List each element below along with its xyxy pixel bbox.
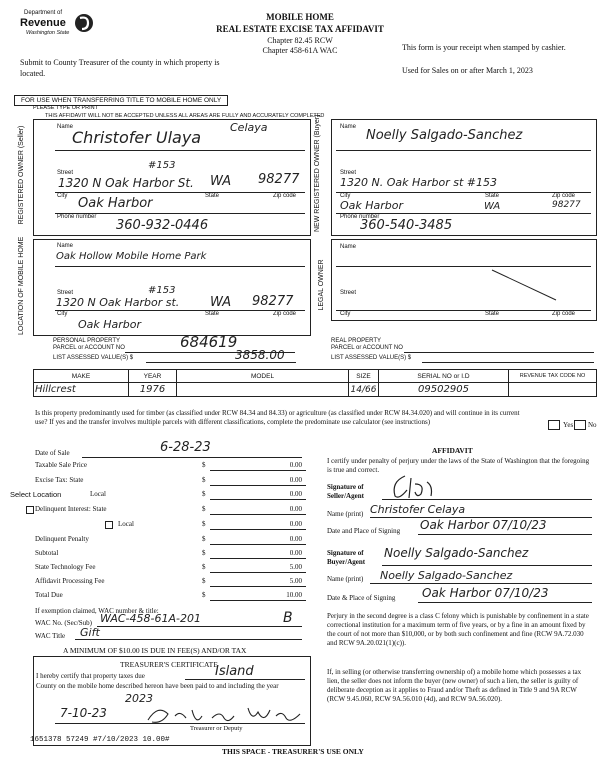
fee-row (10, 549, 306, 563)
fee-value[interactable]: 5.00 (289, 577, 302, 585)
fee-row (10, 535, 306, 549)
fee-value[interactable]: 0.00 (289, 476, 302, 484)
wac-sub-value[interactable]: B (283, 610, 293, 626)
seller-city[interactable]: Oak Harbor (78, 196, 153, 211)
chapter-wac: Chapter 458-61A WAC (262, 46, 338, 55)
treasurer-stamp: 1651378 57249 #7/10/2023 10.00# (30, 736, 170, 744)
perjury-body: Perjury in the second degree is a class C felony which is punishable by confinement in a state correctional institution for a maximum term of five years, or by a fine in an amount fixed by the court of not more than $10,000, or by both such confinement and fine (RCW 9A.72.030 and RCW 9A.20.021(1)(c)). (327, 612, 589, 647)
location-unit[interactable]: #153 (148, 285, 176, 296)
new-owner-label: NEW REGISTERED OWNER (Buyer) (314, 114, 321, 232)
location-name-label: Name (57, 243, 74, 249)
legal-city-label: City (340, 311, 351, 317)
seller-name-label: Name (57, 124, 74, 130)
warning-note: THIS AFFIDAVIT WILL NOT BE ACCEPTED UNLESS ALL AREAS ARE FULLY AND ACCURATELY COMPLETED (45, 113, 325, 119)
seller-state[interactable]: WA (210, 174, 232, 189)
chapter-rcw: Chapter 82.45 RCW (267, 36, 333, 45)
logo-state-text: Washington State (26, 30, 70, 36)
legal-owner-label: LEGAL OWNER (318, 259, 325, 311)
dollar-sign: $ (202, 461, 206, 469)
affidavit-buyer-date-place[interactable]: Oak Harbor 07/10/23 (422, 586, 549, 600)
wac-title-value[interactable]: Gift (80, 626, 100, 639)
treasurer-title: TREASURER'S CERTIFICATE (120, 660, 218, 669)
buyer-name-label: Name (340, 124, 357, 130)
col-size: SIZE (349, 370, 379, 383)
location-city-label: City (57, 311, 68, 317)
real-property-label: REAL PROPERTY (331, 338, 382, 344)
seller-date-place-label: Date and Place of Signing (327, 527, 401, 535)
buyer-state[interactable]: WA (484, 201, 501, 212)
dollar-sign: $ (202, 591, 206, 599)
treasurer-box (33, 656, 311, 746)
buyer-phone-label: Phone number (340, 214, 380, 220)
vehicle-data-row (34, 383, 597, 397)
legal-state-label: State (485, 311, 500, 317)
buyer-street-label: Street (340, 170, 357, 176)
sales-note: Used for Sales on or after March 1, 2023 (402, 66, 533, 75)
col-year: YEAR (129, 370, 177, 383)
fee-value[interactable]: 0.00 (289, 549, 302, 557)
buyer-zip-label: Zip code (552, 193, 576, 199)
fee-row (10, 577, 306, 591)
col-model: MODEL (177, 370, 349, 383)
location-state[interactable]: WA (210, 295, 232, 310)
exemption-label: If exemption claimed, WAC number & title: (35, 607, 159, 615)
seller-name[interactable]: Christofer Ulaya (72, 128, 202, 147)
dollar-sign: $ (202, 563, 206, 571)
location-zip-label: Zip code (273, 311, 297, 317)
wac-title-label: WAC Title (35, 632, 66, 640)
buyer-phone[interactable]: 360-540-3485 (360, 218, 453, 233)
timber-yes-checkbox[interactable] (548, 420, 560, 430)
select-location-button[interactable]: Select Location (10, 490, 62, 499)
dollar-sign: $ (202, 505, 206, 513)
affidavit-buyer-name[interactable]: Noelly Salgado-Sanchez (380, 569, 513, 582)
seller-phone[interactable]: 360-932-0446 (116, 218, 209, 233)
form-title (190, 12, 410, 55)
col-serial: SERIAL NO or I.D (379, 370, 509, 383)
seller-signature[interactable] (385, 472, 445, 502)
legal-zip-label: Zip code (552, 311, 576, 317)
seller-zip-label: Zip code (273, 193, 297, 199)
wac-no-label: WAC No. (Sec/Sub) (35, 619, 92, 627)
location-zip[interactable]: 98277 (252, 294, 294, 309)
dollar-sign: $ (202, 535, 206, 543)
timber-no-checkbox[interactable] (574, 420, 586, 430)
location-street-label: Street (57, 290, 74, 296)
seller-street-label: Street (57, 170, 74, 176)
fee-row (10, 591, 306, 605)
dollar-sign: $ (202, 520, 206, 528)
fee-label: Delinquent Penalty (35, 535, 89, 543)
fee-value[interactable]: 0.00 (289, 505, 302, 513)
revenue-logo (20, 10, 100, 44)
vehicle-year[interactable]: 1976 (129, 383, 177, 397)
seller-zip[interactable]: 98277 (258, 172, 300, 187)
dollar-sign: $ (202, 490, 206, 498)
assessed-value[interactable]: 3858.00 (235, 348, 285, 362)
fee-label: Excise Tax: State (35, 476, 84, 484)
title-line1: MOBILE HOME (266, 12, 334, 22)
treasurer-use-only: THIS SPACE - TREASURER'S USE ONLY (222, 747, 364, 756)
location-city[interactable]: Oak Harbor (78, 318, 142, 331)
fee-label: Local (90, 490, 106, 498)
parcel-label: PARCEL or ACCOUNT NO (53, 345, 125, 351)
vehicle-serial[interactable]: 09502905 (379, 383, 509, 397)
vehicle-tax-code[interactable] (509, 383, 597, 397)
delinquent-state-box[interactable] (26, 506, 34, 514)
location-label: LOCATION OF MOBILE HOME (18, 236, 25, 335)
fee-value[interactable]: 10.00 (286, 591, 302, 599)
personal-property-label: PERSONAL PROPERTY (53, 338, 121, 344)
logo-revenue-text: Revenue (20, 17, 66, 29)
fee-value[interactable]: 0.00 (289, 520, 302, 528)
fraud-text: If, in selling (or otherwise transferring ownership of) a mobile home which possesses a tax lien, the seller does not inform the buyer (new owner) of such a lien, the seller is guilty of deliberate deception as it applies to Fraud and/or Theft as defined in Title 9 and 9A RCW (RCW 9.45.060, RCW 9A.56.010 (4d), and RCW 9A.56.020). (327, 668, 582, 703)
title-line2: REAL ESTATE EXCISE TAX AFFIDAVIT (216, 24, 384, 34)
location-state-label: State (205, 311, 220, 317)
seller-phone-label: Phone number (57, 214, 97, 220)
treasurer-text1: I hereby certify that property taxes due (36, 672, 145, 680)
submit-note: Submit to County Treasurer of the county in which property is located. (20, 58, 220, 78)
seller-unit[interactable]: #153 (148, 160, 176, 171)
fee-row (10, 520, 306, 534)
real-assessed-label: LIST ASSESSED VALUE(S) $ (331, 355, 412, 361)
affidavit-title: AFFIDAVIT (432, 446, 473, 455)
treasurer-sign-label: Treasurer or Deputy (190, 725, 243, 732)
seller-city-label: City (57, 193, 68, 199)
seller-sig-label: Signature of Seller/Agent (327, 483, 364, 500)
affidavit-buyer-signature[interactable]: Noelly Salgado-Sanchez (384, 546, 529, 560)
seller-street[interactable]: 1320 N Oak Harbor St. (58, 176, 194, 190)
wa-emblem-icon (74, 12, 94, 34)
dollar-sign: $ (202, 476, 206, 484)
fee-value[interactable]: 5.00 (289, 563, 302, 571)
affidavit-certify: I certify under penalty of perjury under the laws of the State of Washington that the foregoing is true and correct. (327, 457, 590, 474)
logo-dept-text: Department of (24, 10, 63, 16)
vehicle-make[interactable]: Hillcrest (34, 383, 129, 397)
timber-yes-label: Yes (563, 421, 574, 429)
fee-row (10, 563, 306, 577)
legal-name-label: Name (340, 244, 357, 250)
fee-label: Subtotal (35, 549, 59, 557)
legal-owner-strikeout (490, 268, 560, 304)
fee-label: State Technology Fee (35, 563, 96, 571)
location-street[interactable]: 1320 N Oak Harbor st. (56, 296, 180, 309)
seller-name-print-label: Name (print) (327, 510, 364, 518)
fee-value[interactable]: 0.00 (289, 535, 302, 543)
vehicle-model[interactable] (177, 383, 349, 397)
parcel-number[interactable]: 684619 (180, 333, 238, 351)
vehicle-size[interactable]: 14/66 (349, 383, 379, 397)
transfer-notice-box: FOR USE WHEN TRANSFERRING TITLE TO MOBILE HOME ONLY (14, 95, 228, 106)
treasurer-year[interactable]: 2023 (125, 692, 153, 705)
timber-question: Is this property predominantly used for timber (as classified under RCW 84.34 and 84.33) or agriculture (as classified under RCW 84.34.020) and will continue in its current use? If yes and the transfer involves multiple parcels with different classifications, complete the predominate use calculator (see instructions) (35, 409, 520, 426)
vehicle-table (33, 369, 597, 397)
fee-label: Delinquent Interest: State (35, 505, 107, 513)
fee-value[interactable]: 0.00 (289, 490, 302, 498)
fee-row (10, 476, 306, 490)
legal-street-label: Street (340, 290, 357, 296)
date-of-sale-value[interactable]: 6-28-23 (160, 440, 211, 455)
vehicle-header-row (34, 370, 597, 383)
date-of-sale-label: Date of Sale (35, 449, 70, 457)
fee-value[interactable]: 0.00 (289, 461, 302, 469)
minimum-due-note: A MINIMUM OF $10.00 IS DUE IN FEE(S) AND/OR TAX (63, 646, 247, 655)
buyer-street[interactable]: 1320 N. Oak Harbor st #153 (340, 176, 497, 189)
fee-row (10, 505, 306, 519)
fee-row (10, 461, 306, 475)
fee-label: Affidavit Processing Fee (35, 577, 105, 585)
assessed-label: LIST ASSESSED VALUE(S) $ (53, 355, 134, 361)
type-print-note: PLEASE TYPE OR PRINT (33, 105, 99, 111)
location-name[interactable]: Oak Hollow Mobile Home Park (56, 251, 207, 262)
delinquent-local-box[interactable] (105, 521, 113, 529)
buyer-state-label: State (485, 193, 500, 199)
perjury-text (327, 612, 593, 648)
seller-state-label: State (205, 193, 220, 199)
buyer-sig-label: Signature of Buyer/Agent (327, 549, 366, 566)
buyer-name[interactable]: Noelly Salgado-Sanchez (366, 128, 523, 143)
receipt-note: This form is your receipt when stamped by cashier. (402, 43, 566, 52)
wac-no-value[interactable]: WAC-458-61A-201 (100, 612, 201, 625)
treasurer-county[interactable]: Island (215, 664, 254, 679)
buyer-city-label: City (340, 193, 351, 199)
affidavit-seller-name[interactable]: Christofer Celaya (370, 503, 466, 516)
buyer-city[interactable]: Oak Harbor (340, 199, 404, 212)
fee-label: Local (118, 520, 134, 528)
buyer-name-print-label: Name (print) (327, 575, 364, 583)
col-tax-code: REVENUE TAX CODE NO (509, 370, 597, 383)
dollar-sign: $ (202, 549, 206, 557)
dollar-sign: $ (202, 577, 206, 585)
buyer-zip[interactable]: 98277 (552, 200, 581, 210)
fee-label: Total Due (35, 591, 63, 599)
registered-owner-label: REGISTERED OWNER (Seller) (18, 125, 25, 225)
timber-no-label: No (588, 421, 597, 429)
buyer-date-place-label: Date & Place of Signing (327, 594, 396, 602)
treasurer-text2: County on the mobile home described hereon have been paid to and including the year (36, 682, 279, 690)
fee-label: Taxable Sale Price (35, 461, 87, 469)
real-parcel-label: PARCEL or ACCOUNT NO (331, 345, 403, 351)
col-make: MAKE (34, 370, 129, 383)
seller-name-correction[interactable]: Celaya (230, 121, 268, 134)
treasurer-date[interactable]: 7-10-23 (60, 706, 107, 720)
affidavit-seller-date-place[interactable]: Oak Harbor 07/10/23 (420, 518, 547, 532)
